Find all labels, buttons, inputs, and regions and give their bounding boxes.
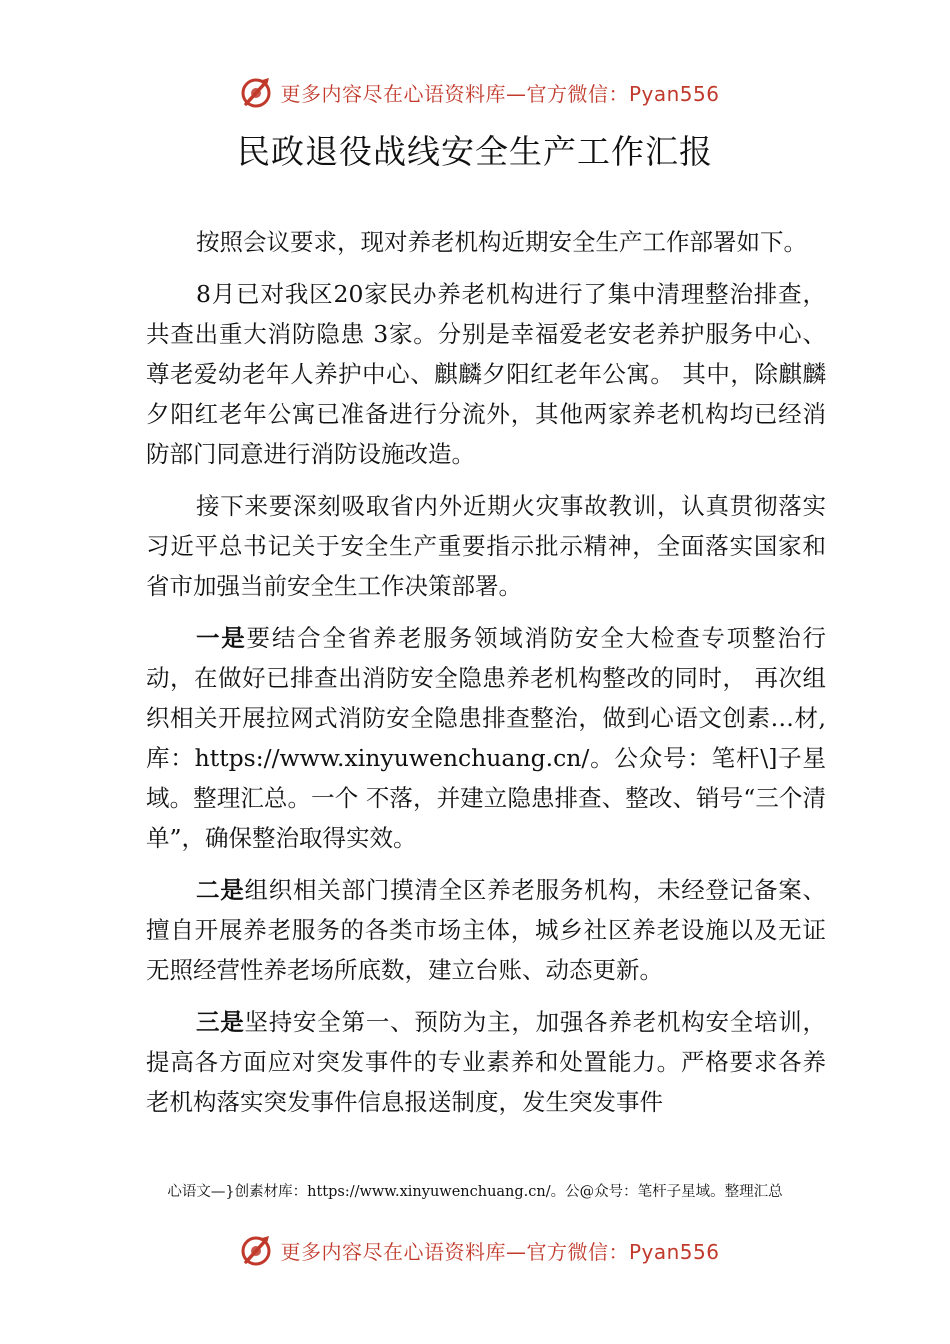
paragraph-inspection bbox=[146, 274, 826, 474]
header-banner-inner bbox=[238, 74, 719, 110]
brush-seal-logo-icon bbox=[238, 1232, 274, 1268]
paragraph-point-three bbox=[146, 1002, 826, 1122]
paragraph-text: 按照会议要求，现对养老机构近期安全生产工作部署如下。 bbox=[196, 228, 807, 256]
paragraph-next-steps bbox=[146, 486, 826, 606]
paragraph-intro bbox=[146, 222, 826, 262]
paragraph-lead: 二是 bbox=[196, 876, 245, 904]
document-title: 民政退役战线安全生产工作汇报 bbox=[237, 132, 713, 171]
footer-banner-text: 更多内容尽在心语资料库—官方微信：Pyan556 bbox=[280, 1239, 720, 1264]
paragraph-text: 接下来要深刻吸取省内外近期火灾事故教训，认真贯彻落实习近平总书记关于安全生产重要指示批示精神，全面落实国家和省市加强当前安全生工作决策部署。 bbox=[146, 492, 826, 600]
brush-seal-logo-icon bbox=[238, 74, 274, 110]
footer-banner-inner bbox=[238, 1232, 719, 1268]
footer-banner bbox=[0, 1230, 950, 1270]
paragraph-lead: 三是 bbox=[196, 1008, 245, 1036]
header-banner bbox=[0, 72, 950, 112]
paragraph-text: 坚持安全第一、预防为主，加强各养老机构安全培训，提高各方面应对突发事件的专业素养和处置能力。严格要求各养老机构落实突发事件信息报送制度，发生突发事件 bbox=[146, 1008, 827, 1116]
footer-note: 心语文—}创素材库：https://www.xinyuwenchuang.cn/。公@众号：笔杆子星域。整理汇总 bbox=[167, 1184, 783, 1200]
paragraph-text: 组织相关部门摸清全区养老服务机构，未经登记备案、擅自开展养老服务的各类市场主体，城乡社区养老设施以及无证无照经营性养老场所底数，建立台账、动态更新。 bbox=[146, 876, 827, 984]
paragraph-text: 8月已对我区20家民办养老机构进行了集中清理整治排查，共查出重大消防隐患 3家。分别是幸福爱老安老养护服务中心、尊老爱幼老年人养护中心、麒麟夕阳红老年公寓。 其中，除麒麟夕阳红老年公寓已准备进行分流外，其他两家养老机构均已经消防部门同意进行消防设施改造。 bbox=[146, 280, 826, 468]
paragraph-text: 要结合全省养老服务领域消防安全大检查专项整治行动，在做好已排查出消防安全隐患养老机构整改的同时， 再次组织相关开展拉网式消防安全隐患排查整治，做到心语文创素…材,库：https://www.xinyuwenchuang.cn/。公众号：笔杆\]子星域。整理汇总。一个 不落，并建立隐患排查、整改、销号“三个清单”，确保整治取得实效。 bbox=[146, 624, 827, 852]
paragraph-lead: 一是 bbox=[196, 624, 247, 652]
document-body bbox=[146, 222, 826, 1134]
paragraph-point-two bbox=[146, 870, 826, 990]
paragraph-point-one bbox=[146, 618, 826, 858]
header-banner-text: 更多内容尽在心语资料库—官方微信：Pyan556 bbox=[280, 81, 720, 106]
